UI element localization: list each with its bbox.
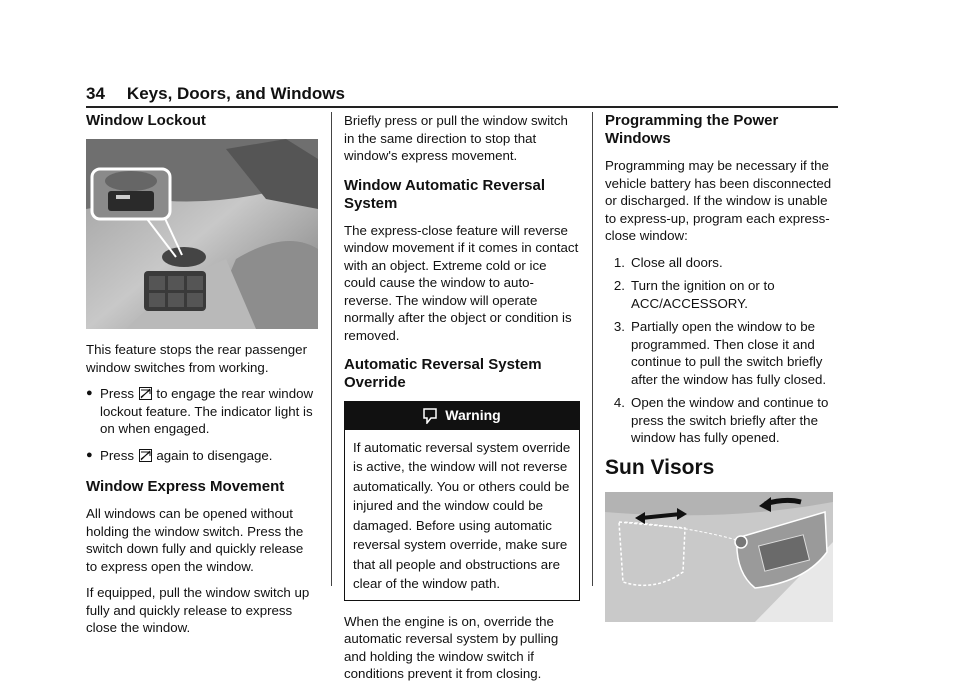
bullet-icon: ● [86, 448, 93, 461]
window-express-heading: Window Express Movement [86, 478, 285, 495]
list-item [86, 385, 318, 438]
column-1 [86, 112, 318, 646]
window-lockout-icon[interactable] [139, 449, 152, 462]
column-2 [344, 112, 580, 692]
column-3 [605, 112, 837, 626]
override-paragraph: When the engine is on, override the automatic reversal system by pulling and holding the window switch if conditions prevent it from closing. [344, 613, 559, 681]
page-number: 34 [86, 84, 105, 103]
express-paragraph-1: All windows can be opened without holding the window switch. Press the switch down fully and quickly release to express open the window. [86, 506, 304, 574]
window-switch-photo [86, 139, 318, 329]
warning-text: If automatic reversal system override is active, the window will not reverse automatically. You or others could be injured and the window could be damaged. Before using automatic reversal system override, make sure that all people and obstructions are clear of the window path. [353, 439, 571, 591]
window-lockout-paragraph: This feature stops the rear passenger window switches from working. [86, 342, 307, 375]
window-lockout-icon[interactable] [139, 387, 152, 400]
warning-box [344, 401, 580, 601]
warning-header [345, 402, 579, 430]
warning-icon [423, 408, 437, 424]
bullet-text: Press [100, 447, 138, 463]
column-divider [331, 112, 332, 586]
override-heading: Automatic Reversal System Override [344, 356, 542, 391]
programming-steps [605, 254, 837, 447]
bullet-text: again to disengage. [152, 447, 273, 463]
section-title: Keys, Doors, and Windows [126, 84, 345, 103]
programming-heading: Programming the Power Windows [605, 112, 779, 147]
window-lockout-heading: Window Lockout [86, 112, 206, 129]
sun-visors-heading: Sun Visors [605, 455, 715, 479]
bullet-text: to engage the rear window lockout feature. The indicator light is on when engaged. [100, 386, 314, 436]
list-item: 1. Close all doors. [613, 254, 723, 270]
bullet-text: Press [100, 386, 138, 401]
page-header [86, 84, 838, 108]
list-item: 4. Open the window and continue to press the switch briefly after the window has fully opened. [613, 395, 829, 445]
sun-visor-illustration [605, 492, 833, 622]
programming-paragraph: Programming may be necessary if the vehicle battery has been disconnected or discharged. If the window is unable to express-up, program each express-close window: [605, 158, 832, 243]
list-item: 2. Turn the ignition on or to ACC/ACCESSORY. [613, 278, 775, 311]
bullet-icon: ● [86, 387, 93, 399]
express-stop-paragraph: Briefly press or pull the window switch in the same direction to stop that window's express movement. [344, 113, 568, 163]
reversal-heading: Window Automatic Reversal System [344, 176, 546, 212]
list-item: 3. Partially open the window to be programmed. Then close it and continue to pull the switch briefly after the window has fully closed. [613, 319, 827, 387]
warning-title: Warning [445, 407, 501, 423]
express-paragraph-2: If equipped, pull the window switch up fully and quickly release to express close the window. [86, 585, 310, 635]
list-item [86, 447, 318, 465]
reversal-paragraph: The express-close feature will reverse window movement if it comes in contact with an object. Extreme cold or ice could cause the window to auto-reverse. The window will operate normally after the object or condition is removed. [344, 222, 579, 343]
column-divider [592, 112, 593, 586]
